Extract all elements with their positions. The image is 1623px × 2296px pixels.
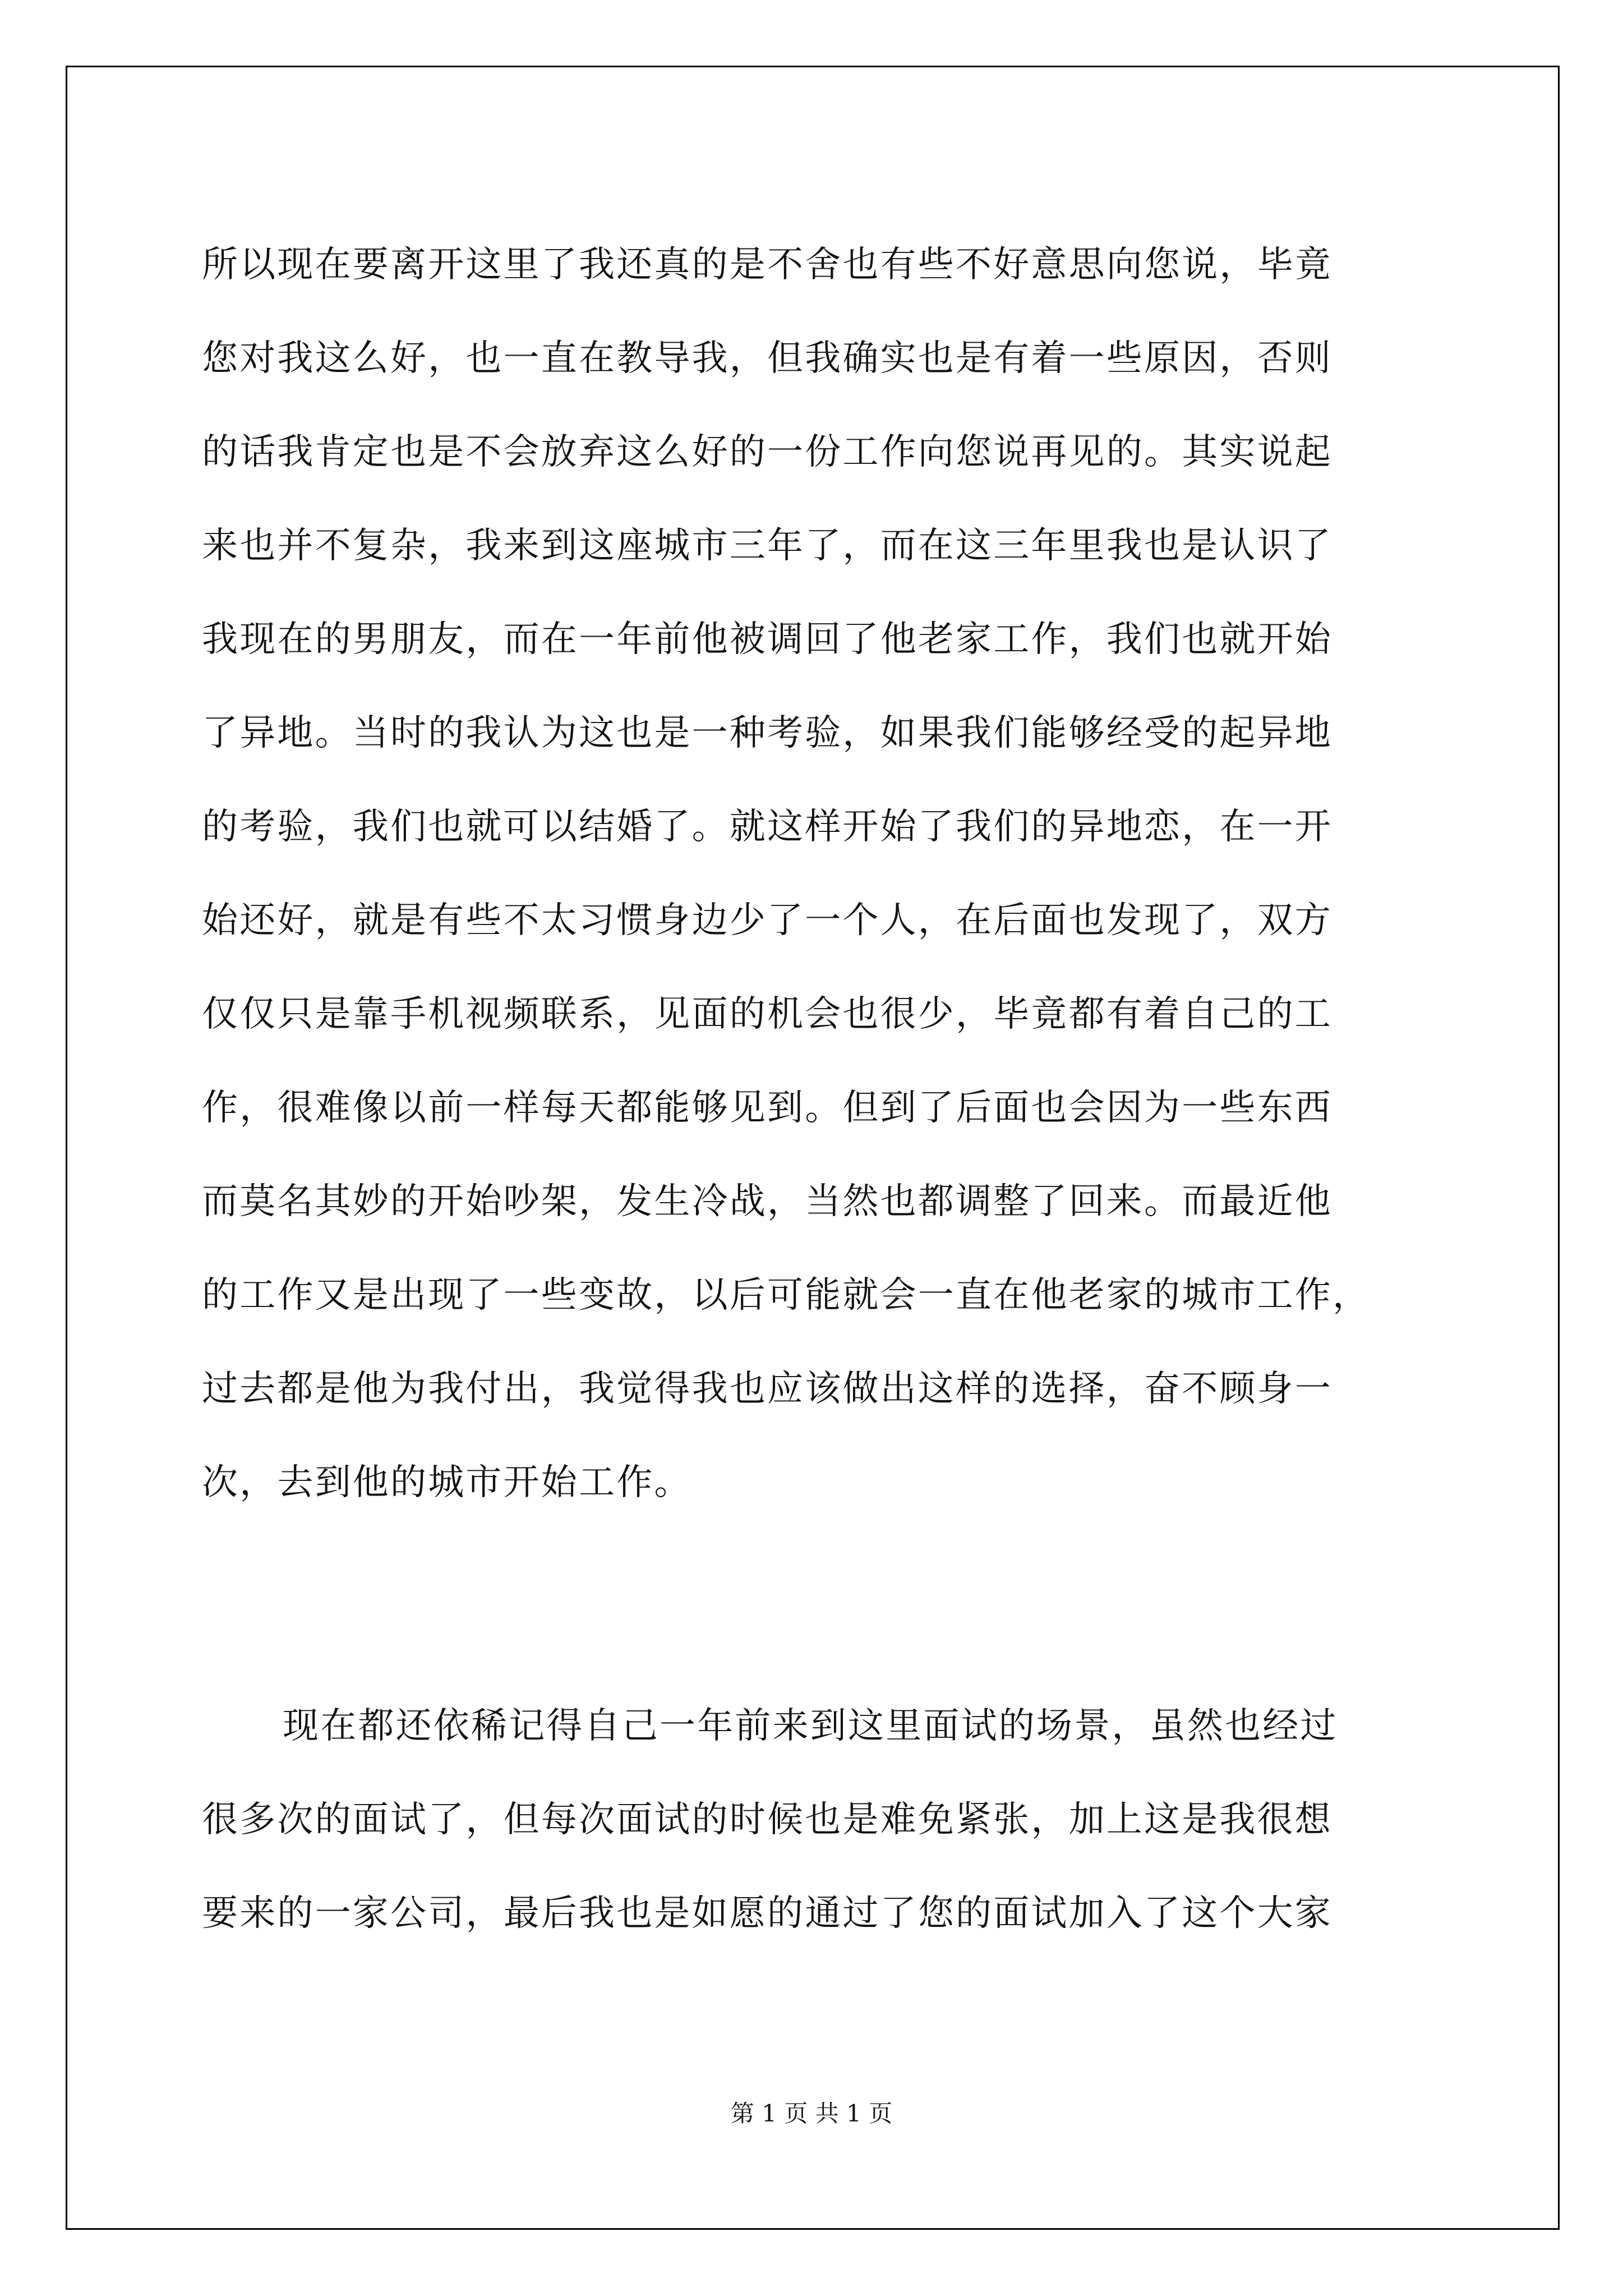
text-line: 仅仅只是靠手机视频联系，见面的机会也很少，毕竟都有着自己的工: [202, 993, 1332, 1035]
text-line: 过去都是他为我付出，我觉得我也应该做出这样的选择，奋不顾身一: [202, 1368, 1332, 1410]
text-line: 来也并不复杂，我来到这座城市三年了，而在这三年里我也是认识了: [202, 525, 1332, 567]
text-line: 次，去到他的城市开始工作。: [202, 1462, 692, 1503]
paragraph-first-line: 现在都还依稀记得自己一年前来到这里面试的场景，虽然也经过: [283, 1705, 1338, 1747]
text-line: 很多次的面试了，但每次面试的时候也是难免紧张，加上这是我很想: [202, 1799, 1332, 1841]
text-line: 了异地。当时的我认为这也是一种考验，如果我们能够经受的起异地: [202, 712, 1332, 754]
text-line: 您对我这么好，也一直在教导我，但我确实也是有着一些原因，否则: [202, 338, 1332, 379]
page-number-footer: 第 1 页 共 1 页: [730, 2100, 893, 2127]
text-line: 的话我肯定也是不会放弃这么好的一份工作向您说再见的。其实说起: [202, 431, 1332, 473]
text-line: 我现在的男朋友，而在一年前他被调回了他老家工作，我们也就开始: [202, 619, 1332, 660]
text-line: 作，很难像以前一样每天都能够见到。但到了后面也会因为一些东西: [202, 1087, 1332, 1129]
text-line: 所以现在要离开这里了我还真的是不舍也有些不好意思向您说，毕竟: [202, 244, 1332, 286]
text-line: 的工作又是出现了一些变故，以后可能就会一直在他老家的城市工作，: [202, 1274, 1371, 1316]
text-line: 而莫名其妙的开始吵架，发生冷战，当然也都调整了回来。而最近他: [202, 1181, 1332, 1222]
text-line: 要来的一家公司，最后我也是如愿的通过了您的面试加入了这个大家: [202, 1893, 1332, 1934]
text-line: 的考验，我们也就可以结婚了。就这样开始了我们的异地恋，在一开: [202, 806, 1332, 848]
text-line: 始还好，就是有些不太习惯身边少了一个人，在后面也发现了，双方: [202, 900, 1332, 941]
